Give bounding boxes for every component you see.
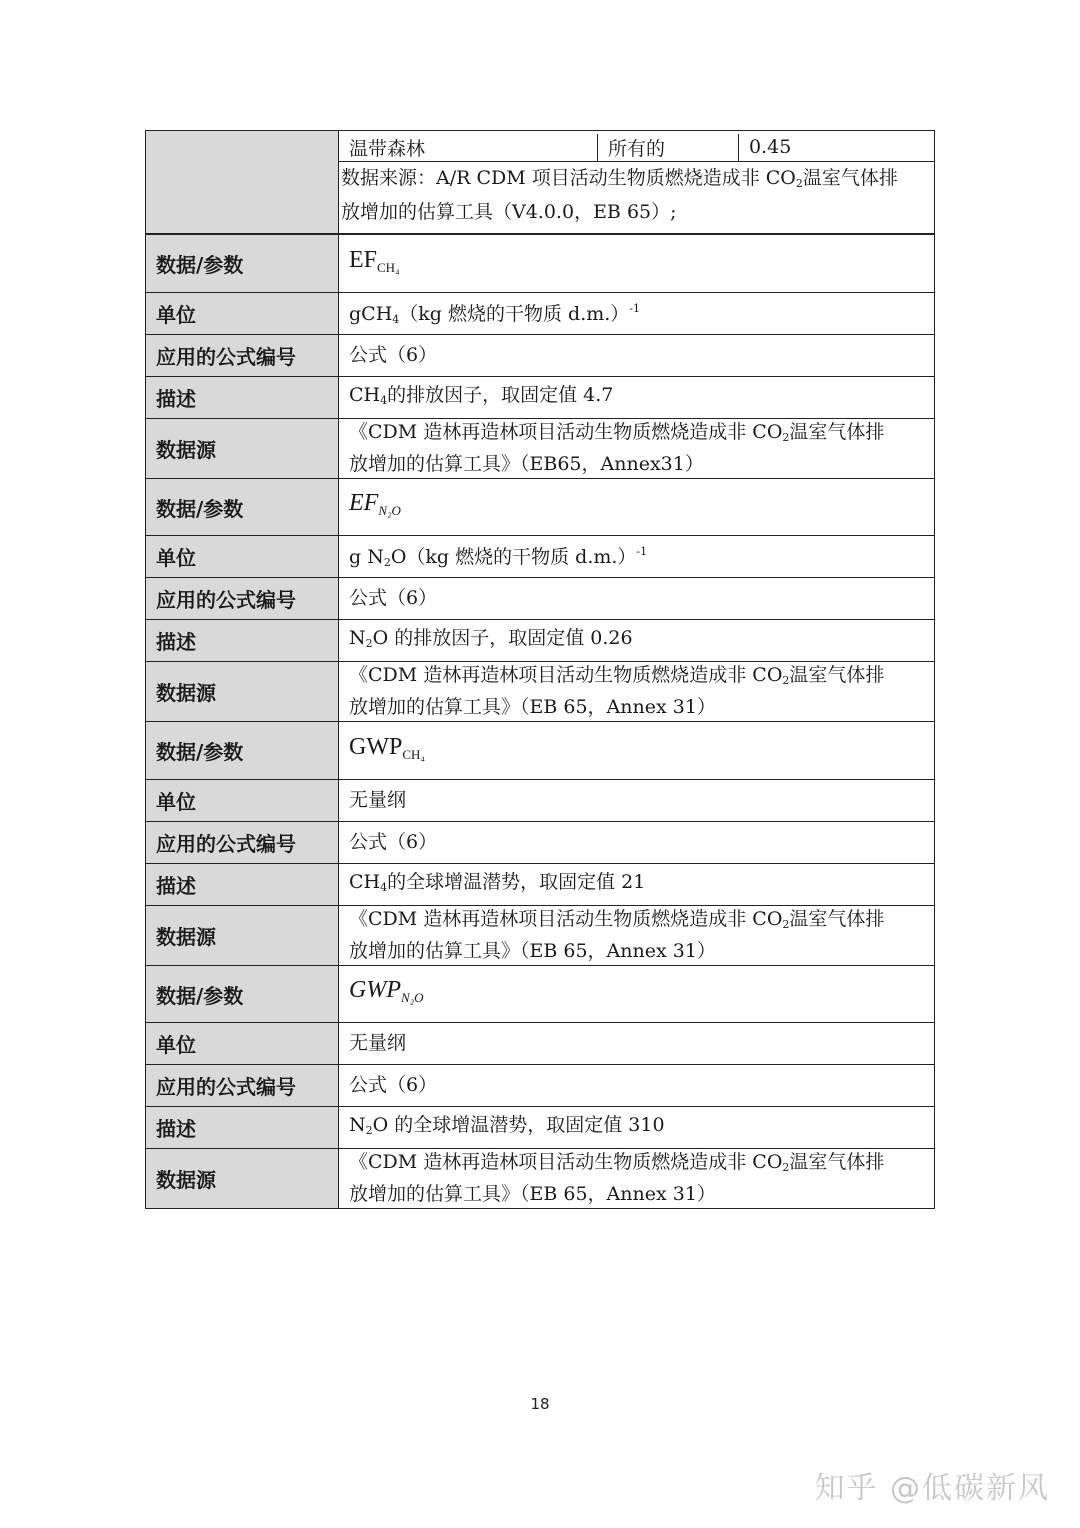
param-symbol-cell (339, 722, 935, 780)
desc-value: $N_2O$ 的排放因子，取固定值 0.26 (339, 620, 935, 662)
formula-value: 公式（6） (339, 1065, 935, 1107)
param-symbol-cell (339, 479, 935, 536)
formula-value: 公式（6） (339, 822, 935, 864)
source-label: 数据源 (146, 662, 339, 722)
unit-label: 单位 (146, 1023, 339, 1065)
desc-row (146, 1107, 935, 1149)
formula-label: 应用的公式编号 (146, 822, 339, 864)
formula-row (146, 822, 935, 864)
unit-label: 单位 (146, 780, 339, 822)
parameter-blocks (145, 234, 935, 1209)
param-label: 数据/参数 (146, 235, 339, 293)
parameter-table (145, 130, 935, 234)
formula-row (146, 1065, 935, 1107)
top-continuation-row (146, 131, 935, 234)
param-label: 数据/参数 (146, 479, 339, 536)
unit-row (146, 780, 935, 822)
page-number: 18 (530, 1395, 550, 1413)
unit-row (146, 536, 935, 578)
param-row (146, 235, 935, 293)
desc-label: 描述 (146, 377, 339, 419)
source-row (146, 419, 935, 479)
unit-row (146, 1023, 935, 1065)
empty-label-cell (146, 131, 339, 234)
param-row (146, 722, 935, 780)
source-label: 数据源 (146, 1149, 339, 1209)
source-value: 《CDM 造林再造林项目活动生物质燃烧造成非 $CO_2$温室气体排 放增加的估算工具》（EB 65，Annex 31） (339, 906, 935, 966)
formula-row (146, 335, 935, 377)
param-symbol: $GWP_{N_2O}$ (349, 977, 424, 1005)
forest-subrow (339, 134, 934, 162)
param-symbol: $EF_{N_2O}$ (349, 490, 401, 518)
forest-type: 温带森林 (339, 134, 598, 162)
unit-value: 无量纲 (339, 780, 935, 822)
formula-value: 公式（6） (339, 578, 935, 620)
param-symbol-cell (339, 235, 935, 293)
desc-row (146, 620, 935, 662)
formula-label: 应用的公式编号 (146, 1065, 339, 1107)
parameter-table-container (145, 130, 935, 1209)
desc-value: $CH_4$的全球增温潜势，取固定值 21 (339, 864, 935, 906)
watermark: 知乎 @低碳新风 (814, 1471, 1050, 1506)
param-symbol: $GWP_{CH_4}$ (349, 733, 425, 762)
source-row (146, 662, 935, 722)
unit-label: 单位 (146, 536, 339, 578)
source-row (146, 906, 935, 966)
param-row (146, 479, 935, 536)
source-label: 数据源 (146, 906, 339, 966)
param-label: 数据/参数 (146, 966, 339, 1023)
formula-label: 应用的公式编号 (146, 578, 339, 620)
formula-row (146, 578, 935, 620)
formula-label: 应用的公式编号 (146, 335, 339, 377)
desc-label: 描述 (146, 864, 339, 906)
forest-scope: 所有的 (598, 134, 739, 162)
unit-value: 无量纲 (339, 1023, 935, 1065)
param-symbol: $EF_{CH_4}$ (349, 246, 400, 275)
param-row (146, 966, 935, 1023)
desc-row (146, 864, 935, 906)
source-label: 数据源 (146, 419, 339, 479)
desc-label: 描述 (146, 1107, 339, 1149)
unit-row (146, 293, 935, 335)
desc-label: 描述 (146, 620, 339, 662)
formula-value: 公式（6） (339, 335, 935, 377)
source-value: 《CDM 造林再造林项目活动生物质燃烧造成非 $CO_2$温室气体排 放增加的估算工具》（EB 65，Annex 31） (339, 1149, 935, 1209)
unit-value: g $N_2O(kg$ 燃烧的干物质 d.m.）$^{-1}$ (339, 536, 935, 578)
desc-value: $CH_4$的排放因子，取固定值 4.7 (339, 377, 935, 419)
param-symbol-cell (339, 966, 935, 1023)
forest-value: 0.45 (739, 134, 935, 162)
desc-value: $N_2O$ 的全球增温潜势，取固定值 310 (339, 1107, 935, 1149)
unit-label: 单位 (146, 293, 339, 335)
source-value: 《CDM 造林再造林项目活动生物质燃烧造成非 $CO_2$温室气体排 放增加的估算工具》（EB65，Annex31） (339, 419, 935, 479)
param-label: 数据/参数 (146, 722, 339, 780)
source-value: 《CDM 造林再造林项目活动生物质燃烧造成非 $CO_2$温室气体排 放增加的估算工具》（EB 65，Annex 31） (339, 662, 935, 722)
top-source-text: 数据来源：A/R CDM 项目活动生物质燃烧造成非 $CO_2$温室气体排 放增加的估算工具（V4.0.0，EB 65）; (341, 166, 898, 223)
unit-value: gCH$_4$（kg 燃烧的干物质 d.m.）$^{-1}$ (339, 293, 935, 335)
desc-row (146, 377, 935, 419)
continuation-cell (339, 131, 935, 234)
forest-subtable (339, 134, 934, 162)
source-row (146, 1149, 935, 1209)
